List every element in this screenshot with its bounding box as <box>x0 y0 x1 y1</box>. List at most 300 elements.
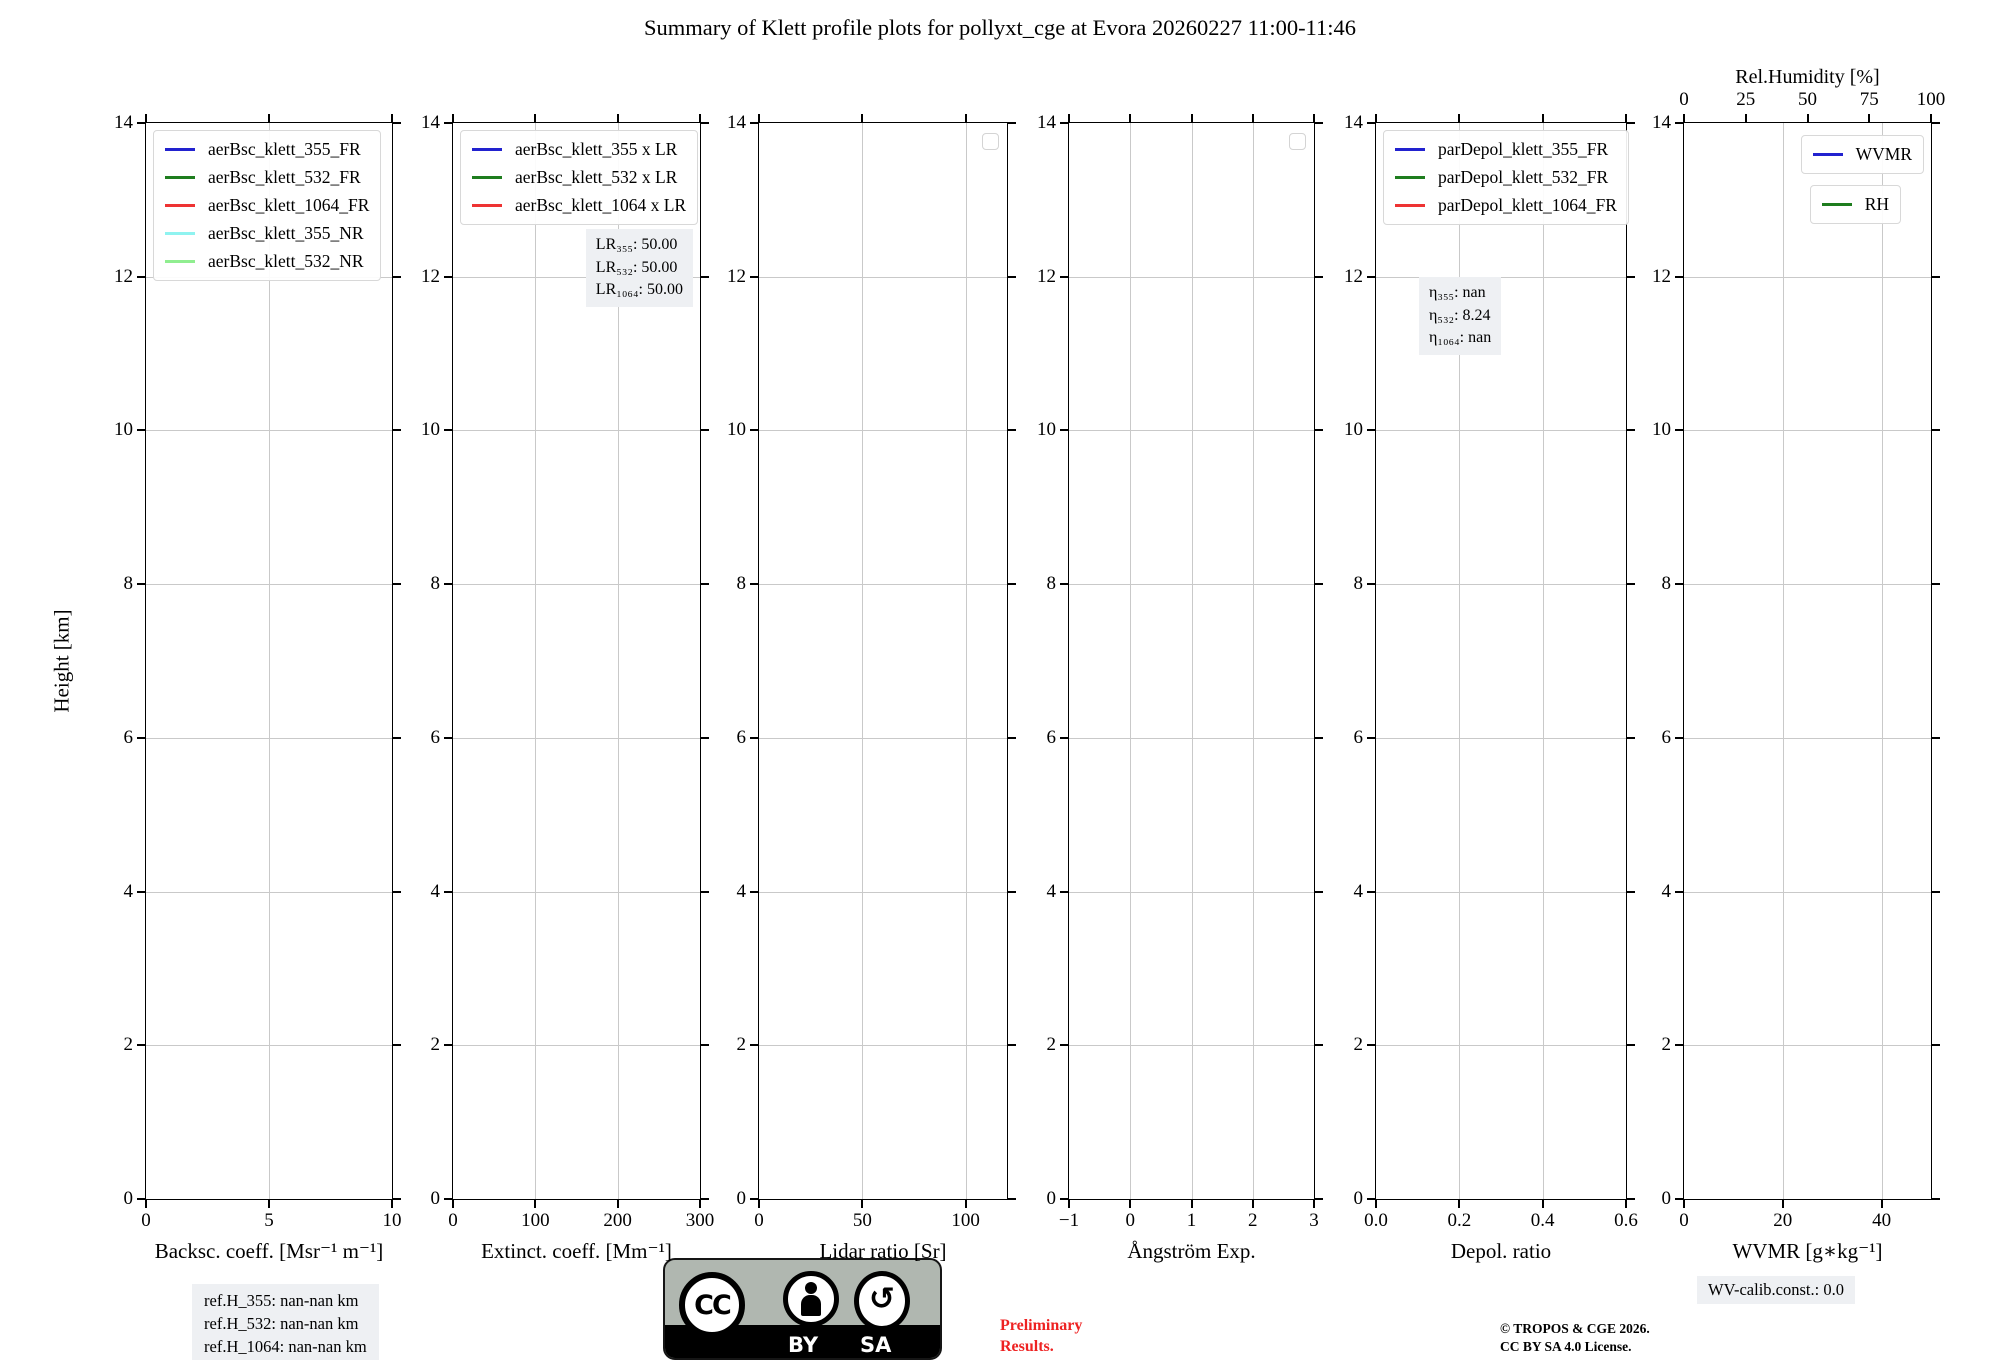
y-tick-mark <box>1367 737 1375 739</box>
x-tick-label: 0 <box>754 1210 764 1231</box>
x-axis-label: WVMR [g∗kg⁻¹] <box>1732 1239 1883 1263</box>
y-tick-label: 2 <box>430 1034 440 1056</box>
x-gridline <box>1882 123 1883 1199</box>
legend-item <box>1395 139 1617 160</box>
sharealike-arrow-icon: ↺ <box>854 1271 910 1331</box>
y-gridline <box>1684 430 1931 431</box>
y-tick-label: 2 <box>1353 1034 1363 1056</box>
y-tick-label: 12 <box>1344 265 1363 287</box>
y-tick-mark <box>393 1198 401 1200</box>
y-tick-mark <box>750 122 758 124</box>
legend-item <box>472 167 686 188</box>
x-gridline <box>1783 123 1784 1199</box>
y-tick-mark <box>1008 1198 1016 1200</box>
y-tick-label: 10 <box>1652 419 1671 441</box>
y-tick-mark <box>393 583 401 585</box>
y-tick-mark <box>1675 276 1683 278</box>
legend-item <box>165 167 369 188</box>
annotation-line: LR₁₀₆₄: 50.00 <box>595 281 683 299</box>
x-tick-mark <box>268 1200 270 1208</box>
legend-wvmr <box>1801 135 1924 174</box>
y-tick-mark <box>1008 891 1016 893</box>
y-gridline <box>759 584 1007 585</box>
y-gridline <box>453 892 700 893</box>
legend-label: aerBsc_klett_532_NR <box>208 251 364 271</box>
copyright-note <box>1500 1320 1650 1356</box>
legend-line-swatch <box>472 176 502 178</box>
x-tick-mark <box>1191 114 1193 122</box>
y-tick-mark <box>701 1044 709 1046</box>
y-tick-label: 0 <box>430 1188 440 1209</box>
x-tick-mark <box>1313 1200 1315 1208</box>
y-axis-label: Height [km] <box>49 609 74 713</box>
legend-label: WVMR <box>1855 144 1912 164</box>
x-tick-mark <box>145 1200 147 1208</box>
legend-label: aerBsc_klett_532_FR <box>208 167 361 187</box>
y-tick-label: 10 <box>1037 419 1056 441</box>
y-tick-label: 2 <box>123 1034 133 1056</box>
y-tick-mark <box>1675 1044 1683 1046</box>
top-tick-mark <box>1868 114 1870 122</box>
y-tick-mark <box>1675 891 1683 893</box>
y-tick-mark <box>1315 276 1323 278</box>
y-gridline <box>1376 430 1626 431</box>
x-tick-mark <box>1191 1200 1193 1208</box>
y-tick-mark <box>1675 122 1683 124</box>
y-gridline <box>1376 584 1626 585</box>
top-tick-mark <box>1930 114 1932 122</box>
x-tick-mark <box>1068 1200 1070 1208</box>
y-tick-mark <box>1675 583 1683 585</box>
x-tick-mark <box>1313 114 1315 122</box>
y-tick-mark <box>1060 276 1068 278</box>
x-axis-label: Lidar ratio [Sr] <box>819 1239 947 1263</box>
y-gridline <box>1376 738 1626 739</box>
panel-extinction <box>421 112 715 1263</box>
y-tick-mark <box>137 429 145 431</box>
x-gridline <box>966 123 967 1199</box>
y-tick-mark <box>393 891 401 893</box>
y-gridline <box>1376 892 1626 893</box>
x-tick-mark <box>1625 1200 1627 1208</box>
x-tick-mark <box>391 1200 393 1208</box>
y-gridline <box>453 584 700 585</box>
x-tick-mark <box>758 1200 760 1208</box>
x-tick-label: 10 <box>382 1210 402 1231</box>
y-tick-mark <box>1060 583 1068 585</box>
refh-annotation <box>192 1284 379 1360</box>
y-tick-mark <box>1060 1044 1068 1046</box>
x-tick-label: 0.2 <box>1447 1210 1472 1231</box>
x-tick-label: 3 <box>1309 1210 1319 1231</box>
legend-item <box>1822 194 1889 215</box>
y-tick-mark <box>1675 737 1683 739</box>
x-tick-label: 0.6 <box>1614 1210 1638 1231</box>
x-tick-label: 0.0 <box>1364 1210 1388 1231</box>
x-tick-mark <box>534 1200 536 1208</box>
y-tick-mark <box>137 891 145 893</box>
y-gridline <box>453 738 700 739</box>
y-tick-label: 12 <box>1037 265 1056 287</box>
y-tick-mark <box>1627 737 1635 739</box>
y-tick-label: 12 <box>421 265 440 287</box>
x-axis-label: Extinct. coeff. [Mm⁻¹] <box>481 1239 672 1263</box>
top-tick-mark <box>1745 114 1747 122</box>
y-tick-mark <box>1367 891 1375 893</box>
y-tick-mark <box>1367 276 1375 278</box>
legend-line-swatch <box>1813 153 1843 155</box>
x-tick-mark <box>699 114 701 122</box>
y-tick-mark <box>1367 429 1375 431</box>
legend-item <box>1395 167 1617 188</box>
y-tick-label: 12 <box>1652 265 1671 287</box>
x-tick-mark <box>1683 1200 1685 1208</box>
y-tick-label: 14 <box>421 112 440 133</box>
x-axis-label: Depol. ratio <box>1450 1239 1552 1263</box>
y-tick-mark <box>444 891 452 893</box>
x-tick-mark <box>1458 114 1460 122</box>
x-tick-mark <box>617 1200 619 1208</box>
x-tick-label: 20 <box>1773 1210 1793 1231</box>
y-tick-label: 14 <box>1344 112 1363 133</box>
y-tick-mark <box>444 737 452 739</box>
legend-rh <box>1810 185 1901 224</box>
y-tick-mark <box>1627 1198 1635 1200</box>
legend-line-swatch <box>1395 204 1425 206</box>
legend-label: aerBsc_klett_532 x LR <box>515 167 678 187</box>
top-tick-label: 100 <box>1916 89 1946 110</box>
y-tick-mark <box>444 1044 452 1046</box>
y-tick-mark <box>1675 1198 1683 1200</box>
y-tick-label: 4 <box>1661 880 1671 902</box>
y-tick-label: 12 <box>114 265 133 287</box>
y-gridline <box>1684 1045 1931 1046</box>
y-tick-label: 8 <box>736 573 746 595</box>
y-gridline <box>759 738 1007 739</box>
cc-icon: CC <box>679 1272 745 1338</box>
y-tick-label: 6 <box>1661 726 1671 748</box>
y-tick-mark <box>393 122 401 124</box>
x-gridline <box>535 123 536 1199</box>
legend-line-swatch <box>165 232 195 234</box>
annotation-line: η₁₀₆₄: nan <box>1429 329 1492 347</box>
x-tick-label: 2 <box>1248 1210 1258 1231</box>
y-tick-label: 2 <box>1046 1034 1056 1056</box>
y-tick-mark <box>1060 891 1068 893</box>
y-tick-mark <box>393 429 401 431</box>
y-tick-mark <box>1315 1198 1323 1200</box>
cc-license-badge <box>663 1258 942 1360</box>
legend-line-swatch <box>1395 148 1425 150</box>
x-tick-label: 0 <box>1679 1210 1689 1231</box>
panel-wvmr <box>1652 66 1946 1263</box>
legend-label: aerBsc_klett_355 x LR <box>515 139 678 159</box>
y-tick-mark <box>137 737 145 739</box>
x-tick-mark <box>1252 1200 1254 1208</box>
y-tick-mark <box>1627 891 1635 893</box>
y-tick-mark <box>393 1044 401 1046</box>
y-gridline <box>759 430 1007 431</box>
y-tick-mark <box>393 737 401 739</box>
y-tick-mark <box>444 122 452 124</box>
preliminary-line: Results. <box>1000 1337 1054 1355</box>
y-tick-label: 10 <box>114 419 133 441</box>
y-tick-mark <box>1008 276 1016 278</box>
y-tick-mark <box>444 1198 452 1200</box>
y-tick-mark <box>137 122 145 124</box>
top-tick-label: 50 <box>1798 89 1817 110</box>
y-tick-label: 0 <box>1661 1188 1671 1209</box>
y-tick-label: 10 <box>1344 419 1363 441</box>
y-tick-mark <box>750 1198 758 1200</box>
x-tick-mark <box>1881 1200 1883 1208</box>
x-gridline <box>269 123 270 1199</box>
legend-line-swatch <box>1395 176 1425 178</box>
annotation-line: η₃₅₅: nan <box>1429 284 1486 301</box>
top-axis-label: Rel.Humidity [%] <box>1735 66 1880 88</box>
x-tick-mark <box>1252 114 1254 122</box>
x-tick-label: 200 <box>603 1210 632 1231</box>
y-gridline <box>1684 277 1931 278</box>
y-tick-label: 8 <box>1353 573 1363 595</box>
y-gridline <box>1684 584 1931 585</box>
y-tick-label: 4 <box>430 880 440 902</box>
top-tick-mark <box>1683 114 1685 122</box>
y-tick-mark <box>750 1044 758 1046</box>
annotation-box <box>586 229 693 307</box>
legend-line-swatch <box>165 204 195 206</box>
y-tick-mark <box>1932 122 1940 124</box>
y-tick-mark <box>1315 1044 1323 1046</box>
annotation-line: ref.H_532: nan-nan km <box>204 1313 359 1333</box>
y-tick-mark <box>701 583 709 585</box>
y-tick-label: 4 <box>123 880 133 902</box>
y-tick-mark <box>137 1198 145 1200</box>
y-tick-mark <box>1367 122 1375 124</box>
legend <box>153 130 381 281</box>
y-tick-mark <box>750 583 758 585</box>
y-tick-mark <box>137 1044 145 1046</box>
y-tick-label: 8 <box>430 573 440 595</box>
x-tick-label: 0 <box>448 1210 458 1231</box>
x-tick-mark <box>391 114 393 122</box>
legend-item <box>1395 195 1617 216</box>
x-tick-mark <box>758 114 760 122</box>
y-tick-mark <box>701 891 709 893</box>
y-tick-mark <box>1627 122 1635 124</box>
x-tick-mark <box>452 1200 454 1208</box>
legend-line-swatch <box>165 260 195 262</box>
person-body <box>801 1295 821 1316</box>
empty-legend <box>982 133 999 150</box>
x-tick-mark <box>1458 1200 1460 1208</box>
x-tick-label: 0.4 <box>1530 1210 1555 1231</box>
x-tick-mark <box>1129 114 1131 122</box>
badge-sa-label: SA <box>860 1333 892 1357</box>
panel-angstroem-exp <box>1037 112 1319 1263</box>
x-tick-mark <box>1375 1200 1377 1208</box>
y-gridline <box>1376 1045 1626 1046</box>
top-tick-label: 0 <box>1679 89 1689 110</box>
copyright-line: CC BY SA 4.0 License. <box>1500 1338 1632 1354</box>
plot-title: Summary of Klett profile plots for pollyxt_cge at Evora 20260227 11:00-11:46 <box>644 15 1356 40</box>
panel-lidar-ratio <box>727 112 1008 1263</box>
legend-item <box>165 139 369 160</box>
panel-depol-ratio <box>1344 112 1638 1263</box>
y-tick-label: 14 <box>1652 112 1671 133</box>
legend-label: parDepol_klett_1064_FR <box>1438 195 1617 215</box>
y-gridline <box>759 892 1007 893</box>
y-tick-label: 8 <box>1661 573 1671 595</box>
x-tick-label: 50 <box>852 1210 872 1231</box>
top-tick-label: 75 <box>1859 89 1879 110</box>
legend <box>1383 130 1629 225</box>
legend-line-swatch <box>165 148 195 150</box>
x-gridline <box>862 123 863 1199</box>
y-tick-mark <box>701 276 709 278</box>
y-tick-mark <box>1932 737 1940 739</box>
x-tick-mark <box>1068 114 1070 122</box>
x-tick-mark <box>617 114 619 122</box>
y-tick-mark <box>1367 583 1375 585</box>
y-tick-mark <box>1008 122 1016 124</box>
y-tick-mark <box>1008 429 1016 431</box>
y-tick-mark <box>1060 122 1068 124</box>
y-tick-mark <box>1627 276 1635 278</box>
legend-label: parDepol_klett_355_FR <box>1438 139 1609 159</box>
y-tick-label: 6 <box>123 726 133 748</box>
y-tick-mark <box>1315 583 1323 585</box>
y-tick-label: 10 <box>421 419 440 441</box>
preliminary-line: Preliminary <box>1000 1317 1083 1334</box>
legend <box>460 130 698 225</box>
x-tick-mark <box>1375 114 1377 122</box>
x-tick-mark <box>1542 1200 1544 1208</box>
legend-item <box>472 139 686 160</box>
y-tick-label: 8 <box>123 573 133 595</box>
x-axis-label: Ångström Exp. <box>1127 1239 1256 1263</box>
x-tick-mark <box>965 114 967 122</box>
x-tick-label: 5 <box>264 1210 274 1231</box>
legend-label: RH <box>1864 194 1889 214</box>
annotation-line: ref.H_355: nan-nan km <box>204 1291 359 1310</box>
x-tick-mark <box>861 114 863 122</box>
legend-item <box>165 223 369 244</box>
x-tick-label: −1 <box>1058 1210 1080 1231</box>
y-tick-mark <box>1367 1044 1375 1046</box>
y-tick-mark <box>1932 276 1940 278</box>
y-tick-mark <box>1932 1198 1940 1200</box>
legend-item <box>1813 144 1912 165</box>
y-tick-mark <box>1008 583 1016 585</box>
y-tick-mark <box>1675 429 1683 431</box>
attribution-person-icon <box>783 1271 839 1327</box>
y-tick-mark <box>1627 429 1635 431</box>
y-tick-mark <box>701 429 709 431</box>
y-tick-label: 0 <box>1353 1188 1363 1209</box>
legend-label: aerBsc_klett_1064_FR <box>208 195 370 215</box>
x-tick-mark <box>452 114 454 122</box>
y-gridline <box>453 430 700 431</box>
empty-legend <box>1289 133 1306 150</box>
y-gridline <box>759 277 1007 278</box>
annotation-line: LR₅₃₂: 50.00 <box>595 258 678 276</box>
y-tick-mark <box>701 1198 709 1200</box>
x-tick-mark <box>534 114 536 122</box>
y-gridline <box>1684 738 1931 739</box>
y-tick-mark <box>444 276 452 278</box>
y-tick-mark <box>1932 891 1940 893</box>
annotation-line: ref.H_1064: nan-nan km <box>204 1336 367 1356</box>
y-tick-mark <box>1060 737 1068 739</box>
x-tick-label: 100 <box>951 1210 980 1231</box>
y-tick-mark <box>1367 1198 1375 1200</box>
y-tick-label: 14 <box>114 112 133 133</box>
y-tick-label: 0 <box>736 1188 746 1209</box>
y-tick-label: 0 <box>123 1188 133 1209</box>
x-gridline <box>1253 123 1254 1199</box>
y-tick-mark <box>1315 122 1323 124</box>
y-tick-mark <box>1060 1198 1068 1200</box>
legend-item <box>165 251 369 272</box>
badge-by-label: BY <box>788 1333 819 1357</box>
x-tick-label: 100 <box>521 1210 550 1231</box>
y-tick-mark <box>444 583 452 585</box>
y-tick-mark <box>137 276 145 278</box>
y-tick-mark <box>701 122 709 124</box>
y-tick-mark <box>1008 737 1016 739</box>
y-tick-mark <box>393 276 401 278</box>
y-tick-mark <box>1627 1044 1635 1046</box>
panel-backscatter <box>114 112 402 1263</box>
y-tick-mark <box>750 737 758 739</box>
annotation-box <box>1419 277 1501 355</box>
y-tick-mark <box>1932 429 1940 431</box>
y-tick-mark <box>750 276 758 278</box>
x-tick-mark <box>1625 114 1627 122</box>
legend-item <box>165 195 369 216</box>
legend-label: aerBsc_klett_355_NR <box>208 223 364 243</box>
x-tick-label: 0 <box>141 1210 151 1231</box>
y-tick-mark <box>1315 737 1323 739</box>
y-tick-mark <box>1008 1044 1016 1046</box>
y-tick-label: 6 <box>1046 726 1056 748</box>
x-tick-label: 1 <box>1186 1210 1197 1231</box>
annotation-line: η₅₃₂: 8.24 <box>1429 306 1491 324</box>
y-tick-mark <box>750 429 758 431</box>
x-tick-mark <box>1542 114 1544 122</box>
x-tick-mark <box>1782 1200 1784 1208</box>
y-tick-mark <box>1932 1044 1940 1046</box>
y-tick-label: 2 <box>736 1034 746 1056</box>
y-tick-mark <box>1315 891 1323 893</box>
legend-line-swatch <box>1822 203 1852 205</box>
y-tick-mark <box>137 583 145 585</box>
y-tick-mark <box>750 891 758 893</box>
x-tick-label: 300 <box>685 1210 715 1231</box>
x-axis-label: Backsc. coeff. [Msr⁻¹ m⁻¹] <box>154 1239 384 1263</box>
x-tick-label: 40 <box>1872 1210 1892 1231</box>
y-tick-mark <box>1315 429 1323 431</box>
y-tick-label: 6 <box>430 726 440 748</box>
y-tick-mark <box>701 737 709 739</box>
annotation-line: LR₃₅₅: 50.00 <box>595 236 678 253</box>
y-tick-label: 12 <box>727 265 746 287</box>
top-tick-mark <box>1807 114 1809 122</box>
y-gridline <box>453 1045 700 1046</box>
y-tick-mark <box>1932 583 1940 585</box>
legend-label: parDepol_klett_532_FR <box>1438 167 1609 187</box>
